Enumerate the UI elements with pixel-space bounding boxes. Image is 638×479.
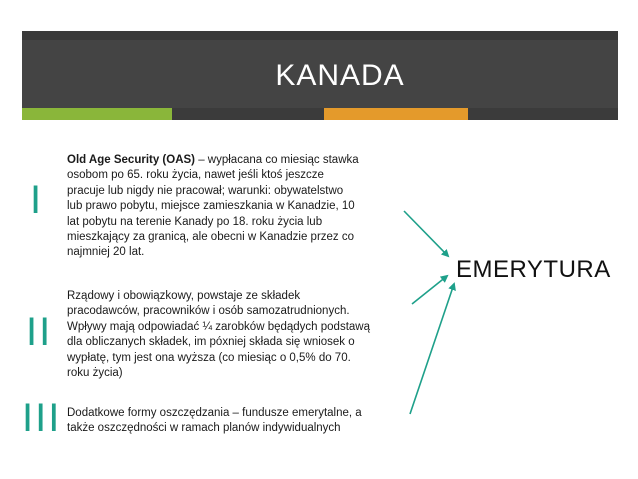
item-line: lat pobytu na terenie Kanady po 18. roku życia lub [67,215,323,228]
item-line: mieszkający za granicą, ale obecni w Kanadzie przez co [67,231,355,244]
item-line: także oszczędności w ramach planów indywidualnych [67,422,341,435]
item-line: – wypłacana co miesiąc stawka [195,154,359,166]
arrow-from-item-2 [412,276,447,304]
slide-title: KANADA [275,59,405,92]
numeral-3: III [22,396,62,440]
item-line: Rządowy i obowiązkowy, powstaje ze składek [67,290,301,302]
item-line: Dodatkowe formy oszczędzania – fundusze emerytalne, a [67,407,362,419]
item-line: lub prawo pobytu, miejsce zamieszkania w Kanadzie, 10 [67,200,355,213]
item-line: Wpływy mają odpowiadać ¼ zarobków będądych podstawą [67,320,370,333]
item-line: roku życia) [67,367,123,380]
item-line: dla obliczanych składek, im póxniej składa się wniosek o [67,336,355,349]
emerytura-label: EMERYTURA [456,256,611,283]
numeral-2: II [26,310,53,354]
arrow-from-item-1 [404,211,448,256]
item-lead-oas: Old Age Security (OAS) [67,154,196,166]
item-line: osobom po 65. roku życia, nawet jeśli ktoś jeszcze [67,169,324,182]
arrow-from-item-3 [410,284,454,414]
numeral-1: I [30,178,44,222]
item-line: najmniej 20 lat. [67,246,145,259]
item-line: wypłatę, tym jest ona wyższa (co miesiąc o 0,5% do 70. [67,351,351,364]
item-line: pracuje lub nigdy nie pracował; warunki: obywatelstwo [67,184,344,197]
item-line: pracodawców, pracowników i osób samozatrudnionych. [67,305,350,318]
